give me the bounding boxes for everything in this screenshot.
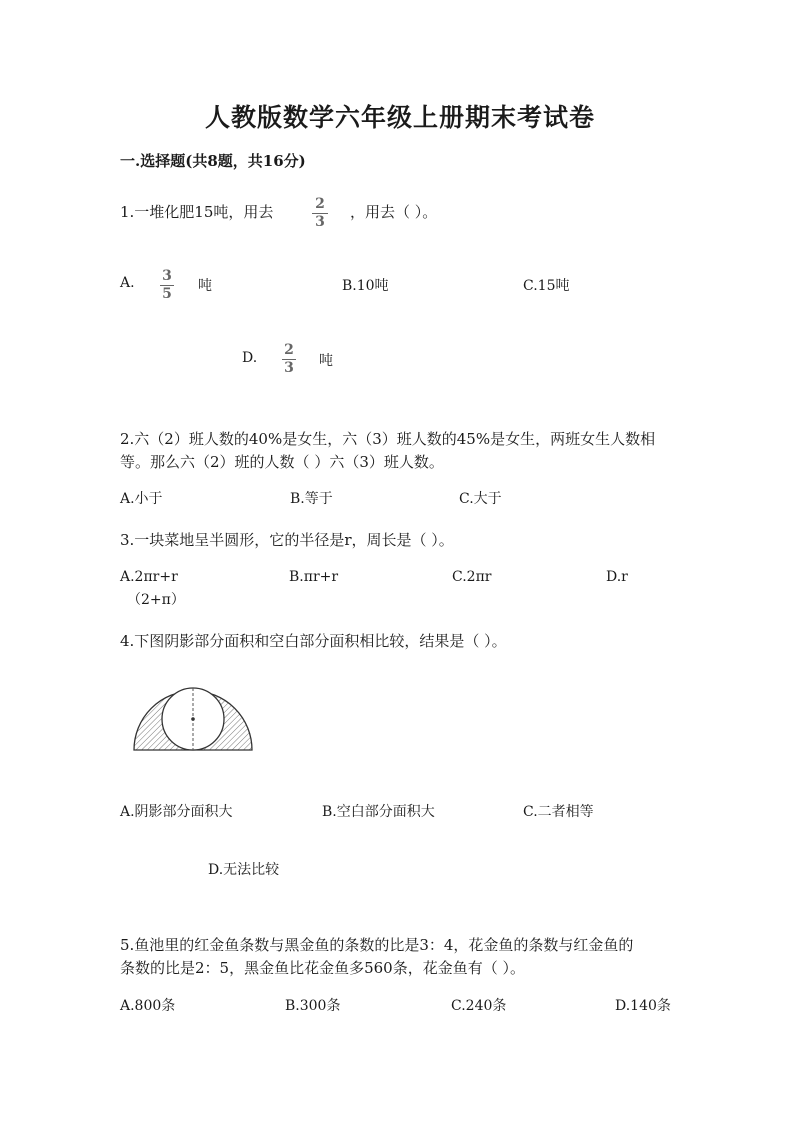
option-b[interactable]: B.空白部分面积大 xyxy=(322,804,435,820)
option-a-continuation: （2+π） xyxy=(127,592,185,608)
option-a[interactable]: A.小于 xyxy=(120,491,163,507)
center-dot xyxy=(191,717,195,721)
fraction-denominator: 3 xyxy=(284,360,294,376)
fraction-denominator: 5 xyxy=(162,286,172,302)
option-c[interactable]: C.二者相等 xyxy=(523,804,594,820)
question-2-stem-line-2: 等。那么六（2）班的人数（ ）六（3）班人数。 xyxy=(120,453,444,471)
option-d-label[interactable]: D. xyxy=(242,350,258,366)
semicircle-figure xyxy=(128,684,258,754)
option-c[interactable]: C.240条 xyxy=(451,998,507,1014)
option-d[interactable]: D.r xyxy=(606,569,628,585)
fraction-denominator: 3 xyxy=(315,214,325,230)
question-2-stem-line-1: 2.六（2）班人数的40%是女生，六（3）班人数的45%是女生，两班女生人数相 xyxy=(120,430,656,448)
fraction-numerator: 2 xyxy=(315,196,325,212)
question-5-stem-line-1: 5.鱼池里的红金鱼条数与黑金鱼的条数的比是3：4，花金鱼的条数与红金鱼的 xyxy=(120,936,634,954)
option-a[interactable]: A.阴影部分面积大 xyxy=(120,804,233,820)
option-d-fraction xyxy=(282,343,296,376)
option-c[interactable]: C.2πr xyxy=(452,569,492,585)
option-c[interactable]: C.大于 xyxy=(459,491,502,507)
question-1-stem-end: ，用去（ ）。 xyxy=(350,203,438,221)
option-b[interactable]: B.10吨 xyxy=(342,278,389,294)
option-a-fraction xyxy=(160,269,174,302)
page-title: 人教版数学六年级上册期末考试卷 xyxy=(204,103,595,132)
option-a-label[interactable]: A. xyxy=(120,275,135,291)
question-3-stem: 3.一块菜地呈半圆形，它的半径是r，周长是（ ）。 xyxy=(120,531,454,549)
option-a-unit: 吨 xyxy=(198,278,212,294)
option-c[interactable]: C.15吨 xyxy=(523,278,570,294)
option-a[interactable]: A.800条 xyxy=(120,998,176,1014)
option-a[interactable]: A.2πr+r xyxy=(120,569,178,585)
question-4-stem: 4.下图阴影部分面积和空白部分面积相比较，结果是（ ）。 xyxy=(120,632,507,650)
option-b[interactable]: B.πr+r xyxy=(289,569,339,585)
option-b[interactable]: B.300条 xyxy=(285,998,341,1014)
fraction-numerator: 3 xyxy=(162,268,172,284)
question-1-stem-start: 1.一堆化肥15吨，用去 xyxy=(120,203,274,221)
question-1-stem-fraction xyxy=(312,197,328,230)
option-d-unit: 吨 xyxy=(319,353,333,369)
fraction-numerator: 2 xyxy=(284,342,294,358)
option-d[interactable]: D.无法比较 xyxy=(208,862,280,878)
section-heading: 一.选择题(共8题，共16分) xyxy=(120,152,306,170)
option-b[interactable]: B.等于 xyxy=(290,491,333,507)
option-d[interactable]: D.140条 xyxy=(615,998,671,1014)
question-5-stem-line-2: 条数的比是2：5，黑金鱼比花金鱼多560条，花金鱼有（ ）。 xyxy=(120,959,525,977)
